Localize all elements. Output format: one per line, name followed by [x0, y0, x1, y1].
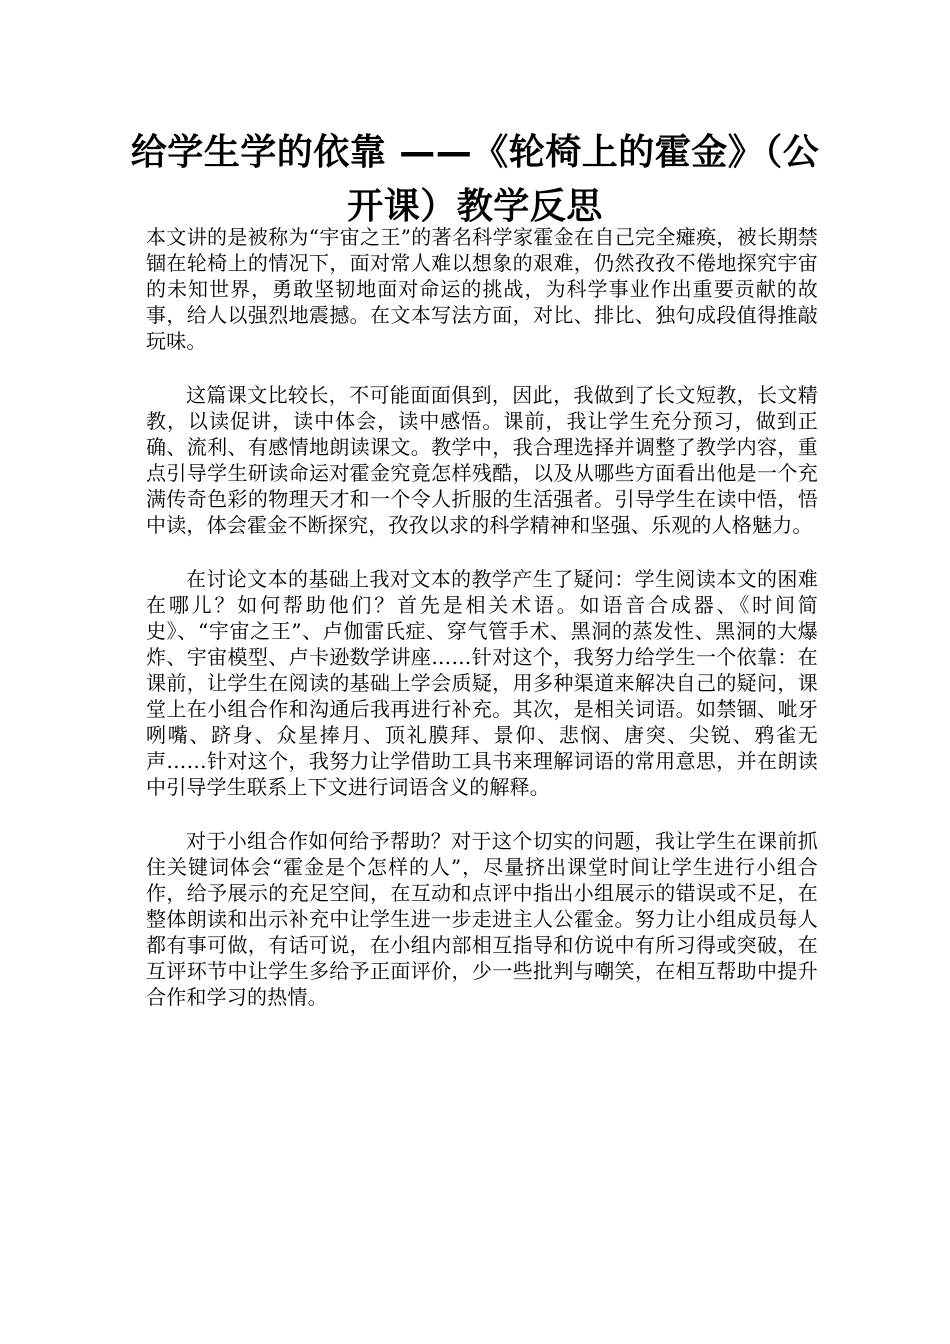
paragraph-teaching-approach: 这篇课文比较长，不可能面面俱到，因此，我做到了长文短教，长文精教，以读促讲，读中体会，读中感悟。课前，我让学生充分预习，做到正确、流利、有感情地朗读课文。教学中，我合理选择并调整了教学内容，重点引导学生研读命运对霍金究竟怎样残酷，以及从哪些方面看出他是一个充满传奇色彩的物理天才和一个令人折服的生活强者。引导学生在读中悟，悟中读，体会霍金不断探究，孜孜以求的科学精神和坚强、乐观的人格魅力。 [146, 383, 818, 537]
document-body [146, 224, 818, 1038]
paragraph-group-cooperation: 对于小组合作如何给予帮助？对于这个切实的问题，我让学生在课前抓住关键词体会“霍金是个怎样的人”，尽量挤出课堂时间让学生进行小组合作，给予展示的充足空间，在互动和点评中指出小组展示的错误或不足，在整体朗读和出示补充中让学生进一步走进主人公霍金。努力让小组成员每人都有事可做，有话可说，在小组内部相互指导和仿说中有所习得或突破，在互评环节中让学生多给予正面评价，少一些批判与嘲笑，在相互帮助中提升合作和学习的热情。 [146, 829, 818, 1009]
paragraph-reading-difficulties: 在讨论文本的基础上我对文本的教学产生了疑问：学生阅读本文的困难在哪儿？如何帮助他们？首先是相关术语。如语音合成器、《时间简史》、“宇宙之王”、卢伽雷氏症、穿气管手术、黑洞的蒸发性、黑洞的大爆炸、宇宙模型、卢卡逊数学讲座……针对这个，我努力给学生一个依靠：在课前，让学生在阅读的基础上学会质疑，用多种渠道来解决自己的疑问，课堂上在小组合作和沟通后我再进行补充。其次，是相关词语。如禁锢、呲牙咧嘴、跻身、众星捧月、顶礼膜拜、景仰、悲悯、唐突、尖锐、鸦雀无声……针对这个，我努力让学借助工具书来理解词语的常用意思，并在朗读中引导学生联系上下文进行词语含义的解释。 [146, 567, 818, 799]
document-title: 给学生学的依靠 ——《轮椅上的霍金》（公开课）教学反思 [130, 132, 820, 227]
paragraph-intro: 本文讲的是被称为“宇宙之王”的著名科学家霍金在自己完全瘫痪，被长期禁锢在轮椅上的情况下，面对常人难以想象的艰难，仍然孜孜不倦地探究宇宙的未知世界，勇敢坚韧地面对命运的挑战，为科学事业作出重要贡献的故事，给人以强烈地震撼。在文本写法方面，对比、排比、独句成段值得推敲玩味。 [146, 225, 818, 353]
